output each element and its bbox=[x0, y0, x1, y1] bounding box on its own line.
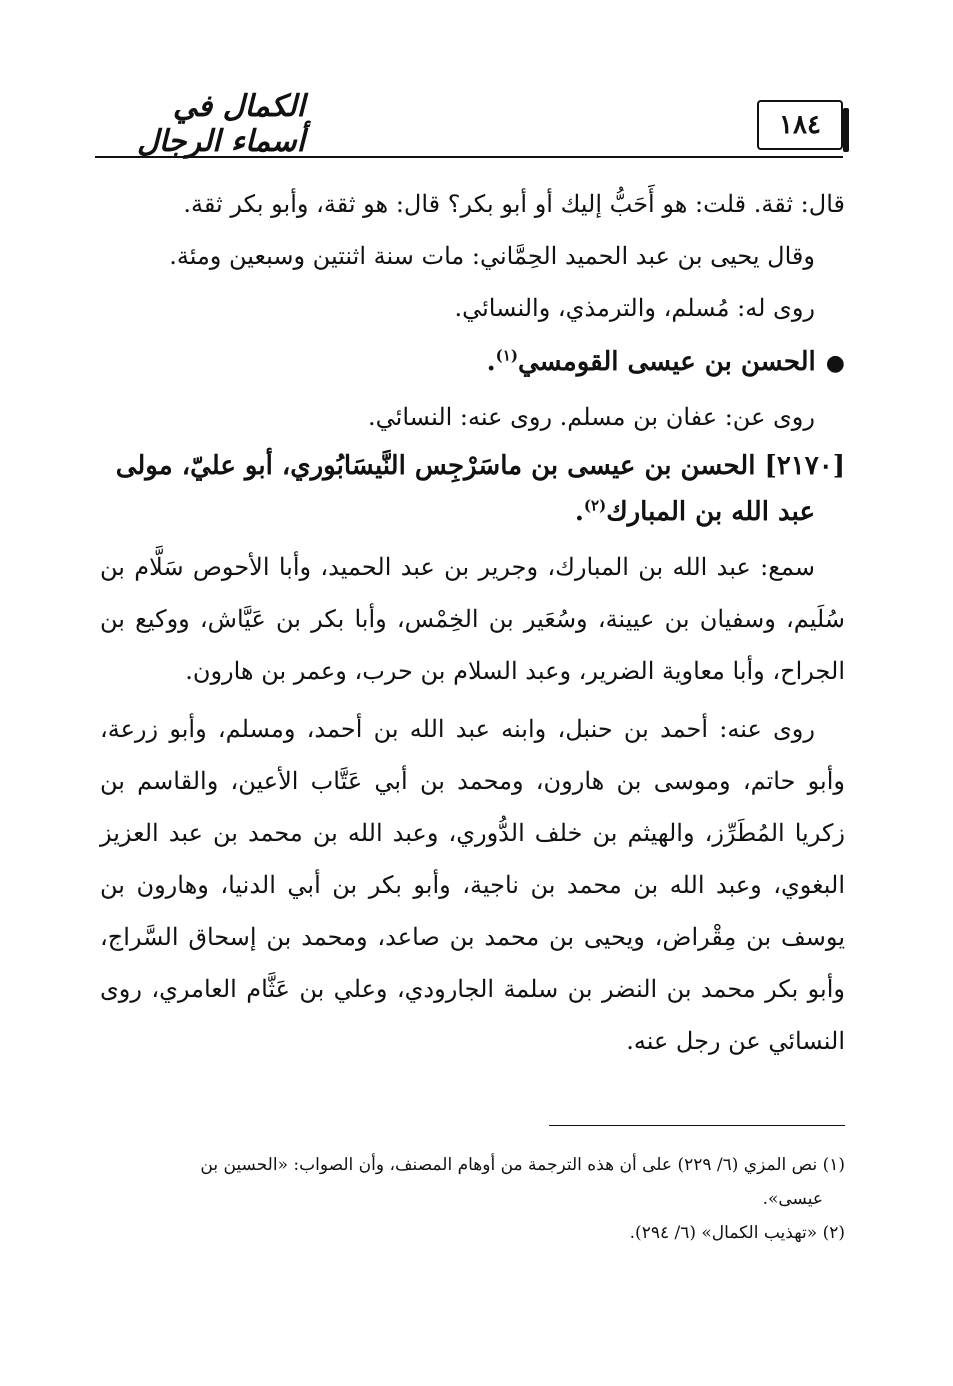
footnote-1-line1: (١) نص المزي (٦/ ٢٢٩) على أن هذه الترجمة من أوهام المصنف، وأن الصواب: «الحسين بن bbox=[200, 1155, 845, 1175]
bullet-icon: ● bbox=[825, 350, 845, 376]
paragraph-3: روى له: مُسلم، والترمذي، والنسائي. bbox=[454, 294, 815, 322]
entry-heading bbox=[100, 443, 845, 535]
entry-number: [٢١٧٠] bbox=[764, 451, 845, 481]
page-number: ١٨٤ bbox=[757, 100, 843, 150]
bullet-entry-end: . bbox=[486, 347, 496, 377]
page-header bbox=[95, 89, 843, 159]
book-title-calligraphy: الكمال في أسماء الرجال bbox=[136, 89, 305, 159]
footnote-ref-1: (١) bbox=[495, 346, 518, 365]
main-text bbox=[100, 178, 845, 1067]
paragraph-5: سمع: عبد الله بن المبارك، وجرير بن عبد الحميد، وأبا الأحوص سَلَّام بن سُلَيم، وسفيان بن عيينة، وسُعَير بن الخِمْس، وأبا بكر بن عَيَّاش، ووكيع بن الجراح، وأبا معاوية الضرير، وعبد السلام بن حرب، وعمر بن هارون. bbox=[100, 553, 845, 685]
bullet-entry-heading bbox=[100, 334, 845, 391]
footnote-2: (٢) «تهذيب الكمال» (٦/ ٢٩٤). bbox=[629, 1223, 845, 1243]
footnote-divider bbox=[549, 1125, 845, 1126]
entry-heading-line1: الحسن بن عيسى بن ماسَرْجِس النَّيسَابُوري، أبو عليّ، مولى bbox=[115, 451, 756, 481]
header-divider bbox=[95, 156, 843, 158]
paragraph-6: روى عنه: أحمد بن حنبل، وابنه عبد الله بن أحمد، ومسلم، وأبو زرعة، وأبو حاتم، وموسى بن هارون، ومحمد بن أبي عَتَّاب الأعين، والقاسم بن زكريا المُطَرِّز، والهيثم بن خلف الدُّوري، وعبد الله بن محمد بن عبد العزيز البغوي، وعبد الله بن محمد بن ناجية، وأبو بكر بن أبي الدنيا، وهارون بن يوسف بن مِقْراض، ويحيى بن محمد بن صاعد، ومحمد بن إسحاق السَّراج، وأبو بكر محمد بن النضر بن سلمة الجارودي، وعلي بن عَثَّام العامري، روى النسائي عن رجل عنه. bbox=[100, 715, 845, 1055]
entry-heading-end: . bbox=[574, 497, 584, 527]
entry-heading-line2: عبد الله بن المبارك bbox=[606, 497, 815, 527]
paragraph-2: وقال يحيى بن عبد الحميد الحِمَّاني: مات سنة اثنتين وسبعين ومئة. bbox=[169, 242, 815, 270]
paragraph-1: قال: ثقة. قلت: هو أَحَبُّ إليك أو أبو بكر؟ قال: هو ثقة، وأبو بكر ثقة. bbox=[183, 190, 845, 218]
paragraph-4: روى عن: عفان بن مسلم. روى عنه: النسائي. bbox=[368, 403, 815, 431]
footnotes bbox=[100, 1148, 845, 1250]
bullet-entry-name: الحسن بن عيسى القومسي bbox=[517, 347, 816, 377]
footnote-ref-2: (٢) bbox=[583, 496, 607, 515]
footnote-1-line2: عيسى». bbox=[762, 1189, 823, 1209]
